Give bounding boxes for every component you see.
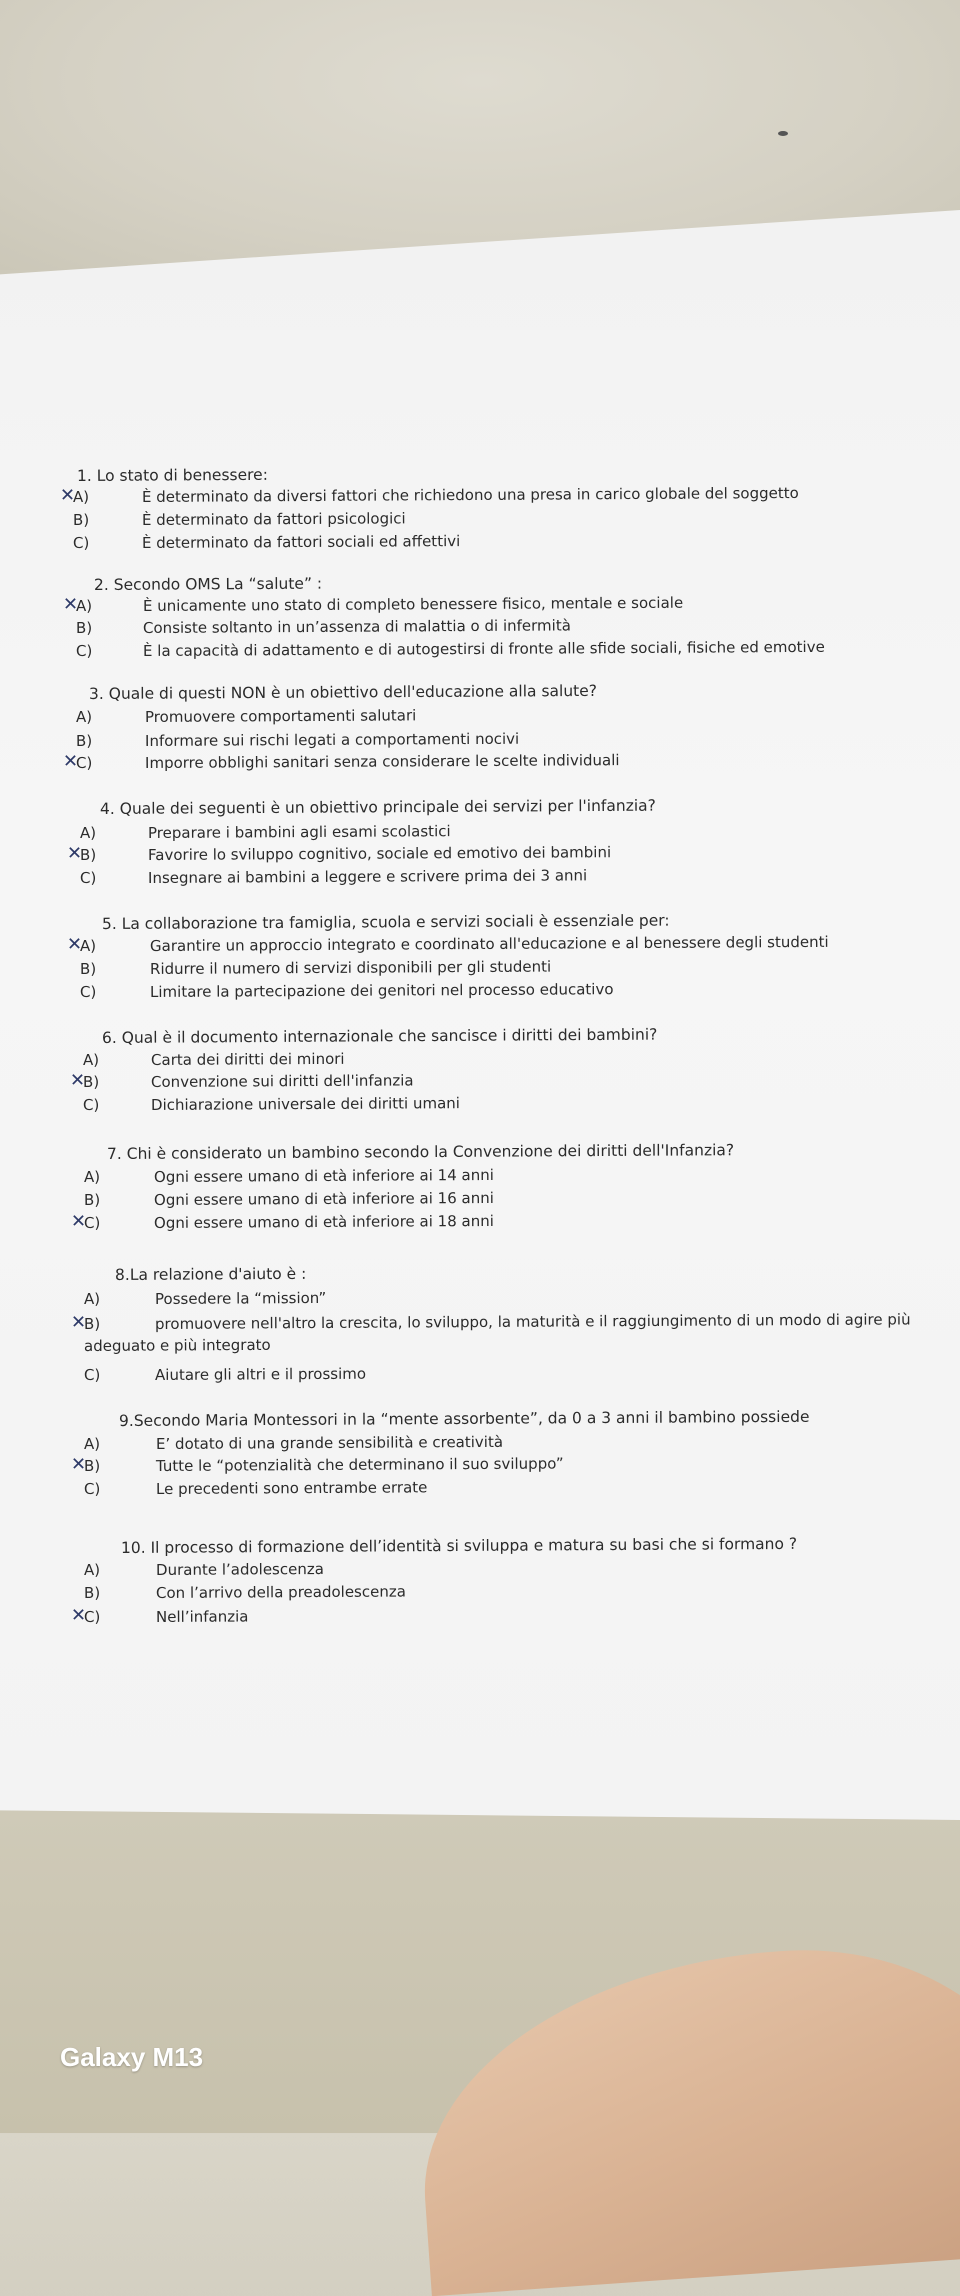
question-3-option-c-text: Imporre obblighi sanitari senza considerare le scelte individuali: [144, 751, 620, 772]
question-7-option-b-letter: B): [83, 1190, 101, 1209]
question-2-option-c-letter: C): [75, 641, 93, 660]
question-6-x-mark-icon: ✕: [69, 1069, 86, 1091]
question-2-option-b-text: Consiste soltanto in un’assenza di malattia o di infermità: [142, 616, 571, 637]
question-9-title: 9.Secondo Maria Montessori in la “mente assorbente”, da 0 a 3 anni il bambino possiede: [118, 1407, 810, 1430]
question-4-title: 4. Quale dei seguenti è un obiettivo principale dei servizi per l'infanzia?: [99, 796, 656, 818]
question-6-option-b-text: Convenzione sui diritti dell'infanzia: [150, 1071, 414, 1091]
question-5-x-mark-icon: ✕: [66, 933, 83, 955]
question-1-option-b-text: È determinato da fattori psicologici: [141, 509, 406, 529]
question-10-title: 10. Il processo di formazione dell’identità si sviluppa e matura su basi che si formano ?: [120, 1534, 798, 1557]
question-8-option-b-text: promuovere nell'altro la crescita, lo sviluppo, la maturità e il raggiungimento di un modo di agire più: [154, 1310, 911, 1333]
question-8-option-b-text-continued: adeguato e più integrato: [83, 1335, 271, 1355]
question-3-option-a-letter: A): [75, 707, 93, 726]
question-5-option-b-text: Ridurre il numero di servizi disponibili per gli studenti: [149, 957, 552, 978]
question-8-option-a-letter: A): [83, 1289, 101, 1308]
question-10-option-b-text: Con l’arrivo della preadolescenza: [155, 1582, 406, 1602]
question-6-option-c-text: Dichiarazione universale dei diritti umani: [150, 1094, 460, 1114]
question-8-option-c-letter: C): [83, 1365, 101, 1384]
question-1-option-c-text: È determinato da fattori sociali ed affettivi: [141, 532, 461, 552]
question-3-title: 3. Quale di questi NON è un obiettivo dell'educazione alla salute?: [88, 681, 598, 703]
question-1-x-mark-icon: ✕: [59, 484, 76, 506]
question-2-x-mark-icon: ✕: [62, 593, 79, 615]
question-6-option-c-letter: C): [82, 1095, 100, 1114]
question-1-option-a-letter: A): [72, 487, 90, 506]
question-5-title: 5. La collaborazione tra famiglia, scuola e servizi sociali è essenziale per:: [101, 911, 670, 933]
question-5-option-a-letter: A): [79, 936, 97, 955]
question-10-option-a-letter: A): [83, 1560, 101, 1579]
question-6-option-a-letter: A): [82, 1050, 100, 1069]
question-10-option-b-letter: B): [83, 1583, 101, 1602]
question-10-option-c-letter: C): [83, 1607, 101, 1626]
question-8-option-a-text: Possedere la “mission”: [154, 1288, 327, 1308]
question-8-title: 8.La relazione d'aiuto è :: [114, 1264, 307, 1284]
question-3-x-mark-icon: ✕: [62, 750, 79, 772]
question-7-option-a-text: Ogni essere umano di età inferiore ai 14 anni: [153, 1165, 494, 1186]
question-9-option-a-text: E’ dotato di una grande sensibilità e creatività: [155, 1432, 504, 1453]
question-1-option-c-letter: C): [72, 533, 90, 552]
question-4-option-b-text: Favorire lo sviluppo cognitivo, sociale ed emotivo dei bambini: [147, 843, 612, 864]
question-2-title: 2. Secondo OMS La “salute” :: [93, 574, 323, 594]
question-10-x-mark-icon: ✕: [70, 1604, 87, 1626]
question-4-x-mark-icon: ✕: [66, 842, 83, 864]
question-9-option-c-text: Le precedenti sono entrambe errate: [155, 1478, 428, 1498]
question-2-option-c-text: È la capacità di adattamento e di autogestirsi di fronte alle sfide sociali, fisiche ed emotive: [142, 637, 825, 660]
question-7-x-mark-icon: ✕: [70, 1210, 87, 1232]
question-9-option-c-letter: C): [83, 1479, 101, 1498]
question-4-option-b-letter: B): [79, 845, 97, 864]
question-8-option-c-text: Aiutare gli altri e il prossimo: [154, 1364, 367, 1384]
question-8-x-mark-icon: ✕: [70, 1311, 87, 1333]
question-2-option-a-letter: A): [75, 596, 93, 615]
question-4-option-c-text: Insegnare ai bambini a leggere e scrivere prima dei 3 anni: [147, 866, 588, 887]
question-3-option-a-text: Promuovere comportamenti salutari: [144, 706, 417, 726]
question-1-option-b-letter: B): [72, 510, 90, 529]
question-5-option-c-letter: C): [79, 982, 97, 1001]
question-7-option-a-letter: A): [83, 1167, 101, 1186]
question-8-option-b-letter: B): [83, 1314, 101, 1333]
question-9-option-b-text: Tutte le “potenzialità che determinano il suo sviluppo”: [155, 1454, 564, 1475]
question-2-option-b-letter: B): [75, 618, 93, 637]
device-watermark: Galaxy M13: [60, 2042, 204, 2072]
question-3-option-c-letter: C): [75, 753, 93, 772]
question-6-title: 6. Qual è il documento internazionale che sancisce i diritti dei bambini?: [101, 1025, 658, 1047]
question-1-title: 1. Lo stato di benessere:: [76, 465, 268, 485]
question-3-option-b-text: Informare sui rischi legati a comportamenti nocivi: [144, 729, 520, 750]
question-5-option-c-text: Limitare la partecipazione dei genitori nel processo educativo: [149, 980, 614, 1001]
question-4-option-a-letter: A): [79, 823, 97, 842]
question-7-option-b-text: Ogni essere umano di età inferiore ai 16 anni: [153, 1188, 494, 1209]
question-5-option-a-text: Garantire un approccio integrato e coordinato all'educazione e al benessere degli studenti: [149, 932, 829, 955]
question-9-option-a-letter: A): [83, 1434, 101, 1453]
question-5-option-b-letter: B): [79, 959, 97, 978]
question-4-option-a-text: Preparare i bambini agli esami scolastici: [147, 822, 451, 842]
question-9-x-mark-icon: ✕: [70, 1453, 87, 1475]
question-4-option-c-letter: C): [79, 868, 97, 887]
question-7-option-c-letter: C): [83, 1213, 101, 1232]
question-3-option-b-letter: B): [75, 731, 93, 750]
question-10-option-a-text: Durante l’adolescenza: [155, 1559, 324, 1579]
question-2-option-a-text: È unicamente uno stato di completo benessere fisico, mentale e sociale: [142, 593, 684, 615]
question-7-option-c-text: Ogni essere umano di età inferiore ai 18 anni: [153, 1211, 494, 1232]
question-10-option-c-text: Nell’infanzia: [155, 1607, 249, 1626]
question-6-option-a-text: Carta dei diritti dei minori: [150, 1049, 345, 1069]
question-9-option-b-letter: B): [83, 1456, 101, 1475]
question-6-option-b-letter: B): [82, 1072, 100, 1091]
question-1-option-a-text: È determinato da diversi fattori che richiedono una presa in carico globale del soggetto: [141, 483, 799, 506]
question-7-title: 7. Chi è considerato un bambino secondo la Convenzione dei diritti dell'Infanzia?: [106, 1141, 735, 1163]
